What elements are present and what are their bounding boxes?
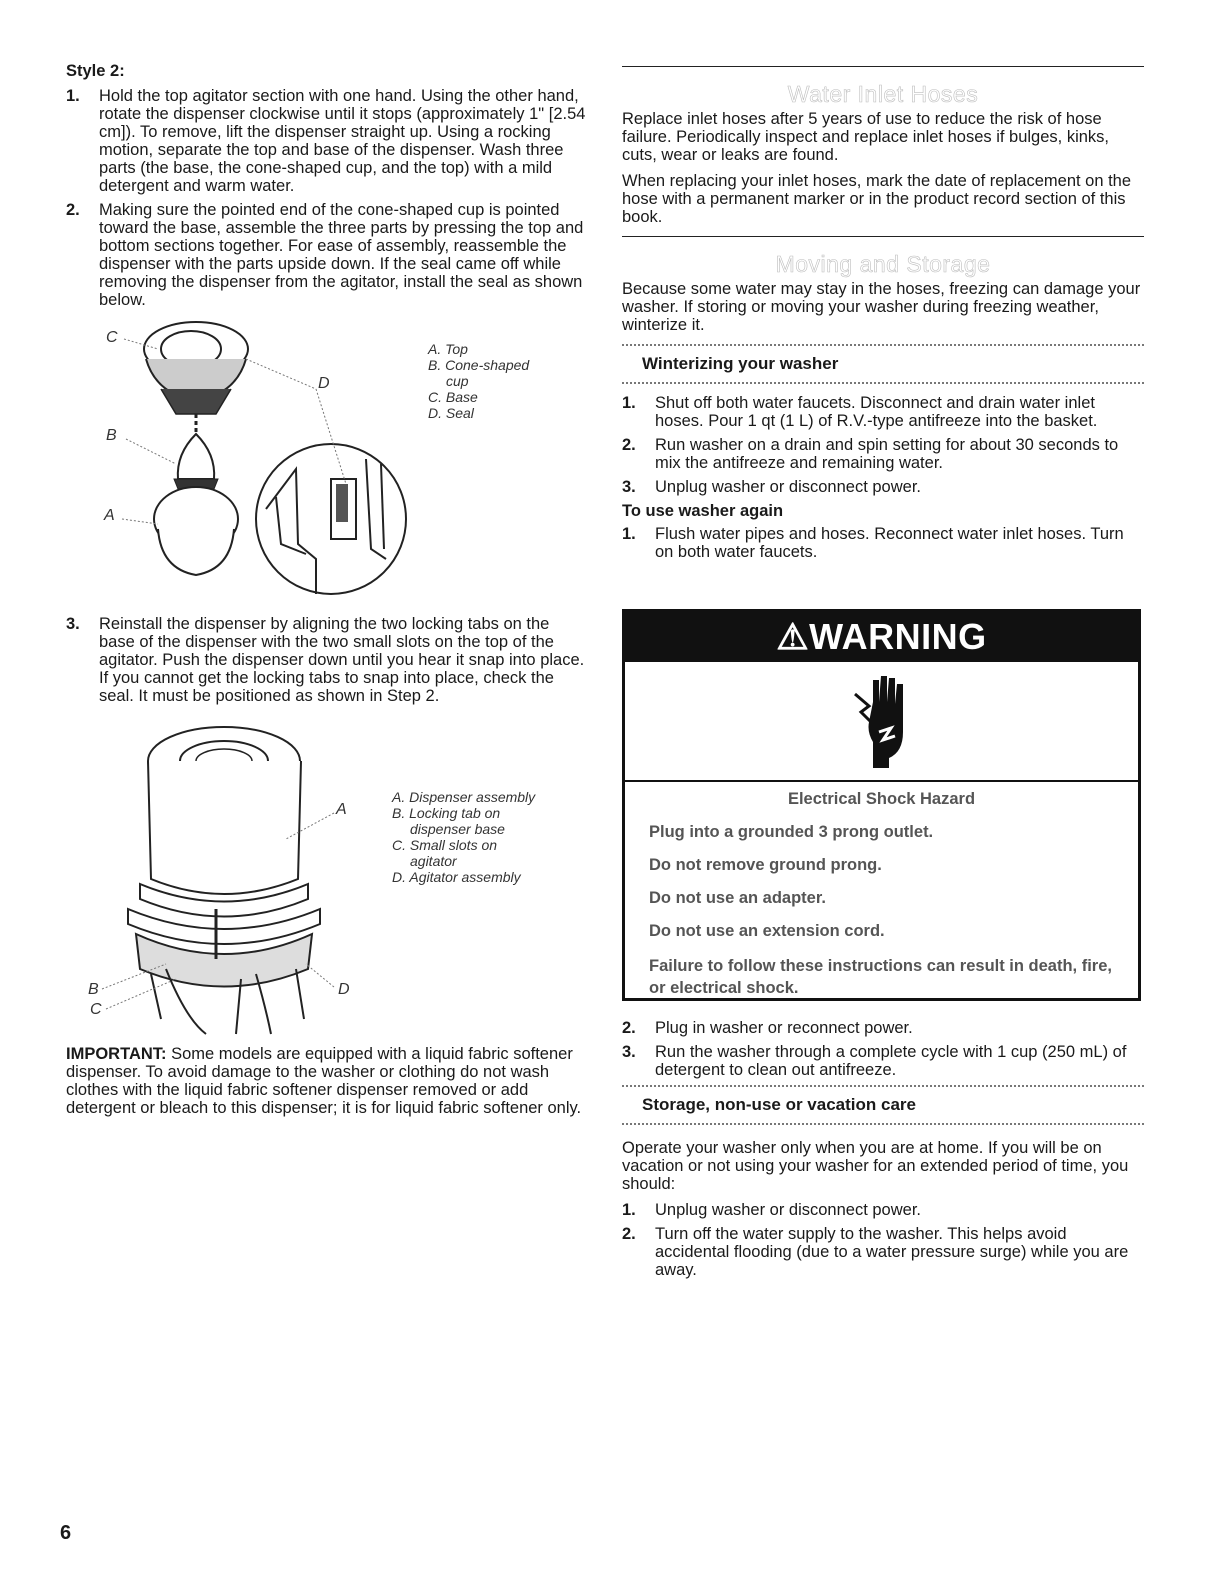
- moving-title: Moving and Storage: [775, 251, 991, 277]
- list-item: [66, 87, 586, 195]
- callout-b: B: [106, 427, 117, 444]
- important-note: [66, 1045, 586, 1117]
- warning-title: WARNING: [809, 616, 987, 657]
- after-steps: [622, 1019, 1144, 1079]
- storage-steps: [622, 1201, 1144, 1279]
- dispenser-parts-figure: [66, 319, 586, 609]
- step-number: 3.: [622, 478, 636, 496]
- dispenser-assembly-figure: [66, 719, 586, 1039]
- legend-item: D. Seal: [428, 405, 474, 421]
- legend-item: B. Cone-shaped: [428, 357, 530, 373]
- callout-a: A: [104, 507, 115, 524]
- moving-paragraph: Because some water may stay in the hoses, freezing can damage your washer. If storing or moving your washer during freezing weather, winterize it.: [622, 280, 1141, 334]
- hoses-title: Water Inlet Hoses: [787, 81, 979, 107]
- hoses-paragraph-1: Replace inlet hoses after 5 years of use to reduce the risk of hose failure. Periodically inspect and replace inlet hoses if bulges, kinks, cuts, wear or leaks are found.: [622, 110, 1110, 164]
- legend-item: cup: [446, 373, 469, 389]
- important-text: Some models are equipped with a liquid fabric softener dispenser. To avoid damage to the washer or clothing do not wash clothes with the liquid fabric softener dispenser removed or add detergent or bleach to this dispenser; it is for liquid fabric softener only.: [66, 1045, 582, 1117]
- step-text: Making sure the pointed end of the cone-shaped cup is pointed toward the base, assemble the three parts by pressing the top and bottom sections together. For ease of assembly, reassemble the dispenser with the parts upside down. If the seal came off while removing the dispenser from the agitator, install the seal as shown below.: [99, 201, 584, 309]
- step-text: Turn off the water supply to the washer. This helps avoid accidental flooding (due to a water pressure surge) while you are away.: [655, 1225, 1129, 1279]
- dispenser-parts-illustration: [66, 319, 426, 609]
- step-number: 1.: [622, 394, 636, 412]
- callout-d: D: [338, 981, 350, 998]
- legend-item: A. Dispenser assembly: [392, 789, 536, 805]
- step-number: 1.: [66, 87, 80, 105]
- step-number: 2.: [66, 201, 80, 219]
- storage-title: Storage, non-use or vacation care: [642, 1095, 916, 1114]
- list-item: [66, 615, 586, 705]
- legend-item: dispenser base: [410, 821, 505, 837]
- left-column: [66, 62, 586, 1117]
- warning-header: [625, 612, 1138, 662]
- legend-item: agitator: [410, 853, 457, 869]
- list-item: [622, 436, 1144, 472]
- style-heading: Style 2:: [66, 62, 125, 80]
- warning-line: Do not use an adapter.: [649, 889, 826, 907]
- legend-item: A. Top: [428, 341, 468, 357]
- list-item: [622, 394, 1144, 430]
- step-text: Run washer on a drain and spin setting for about 30 seconds to mix the antifreeze and remaining water.: [655, 436, 1119, 472]
- step-number: 1.: [622, 1201, 636, 1219]
- steps-list-b: [66, 615, 586, 705]
- hazard-title: Electrical Shock Hazard: [787, 790, 976, 808]
- list-item: [622, 478, 1144, 496]
- step-number: 2.: [622, 1225, 636, 1243]
- electric-shock-hand-icon: [847, 672, 917, 772]
- right-column-lower: [622, 1019, 1144, 1285]
- callout-b: B: [88, 981, 99, 998]
- step-number: 1.: [622, 525, 636, 543]
- section-divider: [622, 236, 1144, 237]
- shock-icon-area: [625, 662, 1138, 780]
- step-number: 2.: [622, 436, 636, 454]
- legend-item: D. Agitator assembly: [392, 869, 521, 885]
- callout-d: D: [318, 375, 330, 392]
- step-text: Flush water pipes and hoses. Reconnect water inlet hoses. Turn on both water faucets.: [655, 525, 1124, 561]
- right-column: [622, 66, 1144, 567]
- winter-steps: [622, 394, 1144, 496]
- step-text: Reinstall the dispenser by aligning the two locking tabs on the base of the dispenser with the two small slots on the top of the agitator. Push the dispenser down until you hear it snap into place. If you cannot get the locking tabs to snap into place, check the seal. It must be positioned as shown in Step 2.: [99, 615, 585, 705]
- warning-triangle-icon: ⚠: [776, 616, 810, 657]
- winterizing-title: Winterizing your washer: [642, 354, 839, 373]
- storage-paragraph: Operate your washer only when you are at home. If you will be on vacation or not using your washer for an extended period of time, you should:: [622, 1139, 1129, 1193]
- step-number: 3.: [66, 615, 80, 633]
- dotted-divider: [622, 382, 1144, 384]
- list-item: [622, 1043, 1144, 1079]
- step-text: Plug in washer or reconnect power.: [655, 1019, 913, 1037]
- important-label: IMPORTANT:: [66, 1045, 167, 1063]
- section-divider: [622, 66, 1144, 67]
- steps-list-a: [66, 87, 586, 309]
- warning-line: Plug into a grounded 3 prong outlet.: [649, 823, 934, 841]
- callout-c: C: [90, 1001, 102, 1018]
- step-text: Unplug washer or disconnect power.: [655, 1201, 921, 1219]
- dotted-divider: [622, 1085, 1144, 1087]
- list-item: [622, 1019, 1144, 1037]
- legend-item: C. Small slots on: [392, 837, 498, 853]
- callout-c: C: [106, 329, 118, 346]
- step-text: Unplug washer or disconnect power.: [655, 478, 921, 496]
- dotted-divider: [622, 1123, 1144, 1125]
- step-number: 3.: [622, 1043, 636, 1061]
- figure1-legend: [428, 341, 529, 421]
- dotted-divider: [622, 344, 1144, 346]
- step-text: Hold the top agitator section with one hand. Using the other hand, rotate the dispenser clockwise until it stops (approximately 1" [2.54 cm]). To remove, lift the dispenser straight up. Using a rocking motion, separate the top and base of the dispenser. Wash three parts (the base, the cone-shaped cup, and the top) with a mild detergent and warm water.: [99, 87, 586, 195]
- warning-line: Do not remove ground prong.: [649, 856, 882, 874]
- warning-line: Do not use an extension cord.: [649, 922, 885, 940]
- list-item: [66, 201, 586, 309]
- figure2-legend: [392, 789, 535, 885]
- step-text: Run the washer through a complete cycle with 1 cup (250 mL) of detergent to clean out antifreeze.: [655, 1043, 1127, 1079]
- warning-line: Failure to follow these instructions can result in death, fire, or electrical shock.: [649, 957, 1112, 997]
- list-item: [622, 1201, 1144, 1219]
- step-text: Shut off both water faucets. Disconnect and drain water inlet hoses. Pour 1 qt (1 L) of R.V.-type antifreeze into the basket.: [655, 394, 1098, 430]
- page-number: 6: [60, 1522, 72, 1544]
- warning-body: [625, 782, 1138, 999]
- hoses-paragraph-2: When replacing your inlet hoses, mark the date of replacement on the hose with a permanent marker or in the product record section of this book.: [622, 172, 1132, 226]
- use-again-steps: [622, 525, 1144, 561]
- list-item: [622, 1225, 1144, 1279]
- callout-a: A: [336, 801, 347, 818]
- step-number: 2.: [622, 1019, 636, 1037]
- warning-box: [622, 609, 1141, 1001]
- legend-item: B. Locking tab on: [392, 805, 501, 821]
- use-again-title: To use washer again: [622, 502, 784, 520]
- list-item: [622, 525, 1144, 561]
- legend-item: C. Base: [428, 389, 478, 405]
